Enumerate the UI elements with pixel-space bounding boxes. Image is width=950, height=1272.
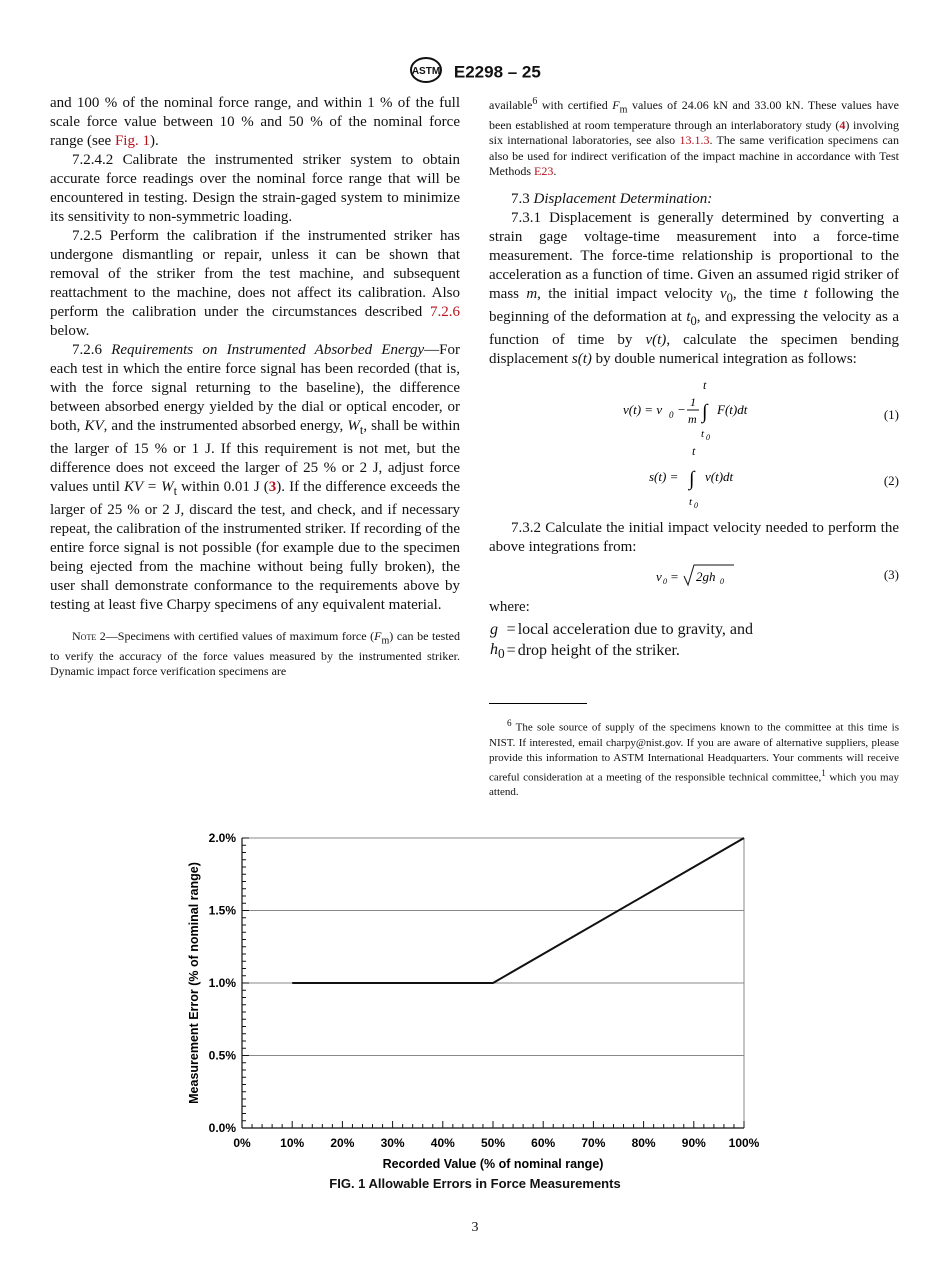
svg-text:=: =: [670, 568, 679, 584]
page-header: [0, 56, 950, 89]
y-axis-label: Measurement Error (% of nominal range): [187, 862, 201, 1104]
svg-text:s(t) =: s(t) =: [649, 468, 679, 484]
x-tick-label: 70%: [581, 1136, 606, 1150]
figure-caption: FIG. 1 Allowable Errors in Force Measurements: [329, 1176, 621, 1191]
variable-definitions: [489, 620, 754, 663]
x-tick-label: 50%: [480, 1136, 506, 1150]
svg-text:t: t: [701, 427, 705, 440]
footnote-rule: [489, 703, 587, 704]
x-tick-label: 80%: [631, 1136, 656, 1150]
designation: E2298 – 25: [453, 62, 541, 82]
x-tick-label: 90%: [681, 1136, 706, 1150]
y-tick-label: 0.5%: [208, 1048, 236, 1063]
svg-text:ASTM: ASTM: [411, 66, 441, 77]
note-2-continued: available$^6$ with certified $F_m$ values of 24.06 kN and 33.00 kN. These values have been established at room temperature through an interlaboratory study (4) involving six international laboratories, see also 13.1.3. The same verification specimens can also be used for indirect verification of the impact machine in accordance with Test Methods E23.: [489, 96, 899, 179]
reference-4-link[interactable]: 4: [839, 117, 846, 132]
svg-text:v: v: [656, 568, 662, 584]
svg-text:∫: ∫: [689, 467, 695, 490]
figure-1-chart: [170, 822, 770, 1172]
svg-text:0: 0: [694, 500, 698, 510]
x-tick-label: 20%: [330, 1136, 355, 1150]
svg-text:F(t)dt: F(t)dt: [717, 401, 748, 417]
x-tick-label: 30%: [380, 1136, 405, 1150]
svg-text:m: m: [688, 411, 697, 426]
y-tick-label: 0.0%: [208, 1121, 236, 1135]
x-axis-label: Recorded Value (% of nominal range): [382, 1157, 604, 1171]
paragraph-7-3-1: 7.3.1 Displacement is generally determined by converting a strain gage voltage-time measurement into a force-time measurement. The force-time relationship is proportional to the acceleration as a function of time. Given an assumed rigid striker of mass m, the initial impact velocity $v_0$, the time t following the beginning of the deformation at $t_0$, and expressing the velocity as a function of time by v(t), calculate the specimen bending displacement s(t) by double numerical integration as follows:: [489, 209, 899, 367]
y-tick-label: 1.0%: [208, 976, 236, 990]
section-13-1-3-link[interactable]: 13.1.3: [679, 133, 710, 148]
x-tick-label: 0%: [233, 1136, 251, 1150]
equation-2-number: (2): [883, 472, 899, 488]
svg-text:0: 0: [663, 576, 667, 586]
x-tick-label: 40%: [430, 1136, 455, 1150]
svg-text:v(t)dt: v(t)dt: [705, 468, 734, 484]
svg-text:∫: ∫: [702, 400, 708, 423]
definition-h0: $h_0$ = drop height of the striker.: [490, 640, 680, 662]
x-tick-label: 60%: [531, 1136, 556, 1150]
y-tick-label: 2.0%: [208, 831, 236, 845]
equation-3-number: (3): [883, 566, 899, 582]
e23-link[interactable]: E23: [534, 164, 554, 179]
where-label: where:: [489, 598, 530, 615]
left-column: [50, 94, 460, 680]
definition-g: g = local acceleration due to gravity, and: [490, 620, 753, 638]
footnote-6: $^6$ The sole source of supply of the specimens known to the committee at this time is NIST. If interested, email charpy@nist.gov. If you are aware of alternative suppliers, please provide this information to ASTM International Headquarters. Your comments will receive careful consideration at a meeting of the responsible technical committee,$^1$ which you may attend.: [489, 718, 900, 799]
note-2: Note 2—Specimens with certified values of maximum force $(F_m)$ can be tested to verify the accuracy of the force values measured by the instrumented striker. Dynamic impact force verification specimens are: [50, 629, 460, 679]
x-tick-label: 100%: [728, 1136, 760, 1150]
equation-3-formula: [654, 561, 854, 591]
astm-logo-icon: [409, 56, 443, 89]
x-tick-label: 10%: [280, 1136, 305, 1150]
paragraph-7-3-2: 7.3.2 Calculate the initial impact velocity needed to perform the above integrations from:: [489, 519, 899, 555]
svg-text:0: 0: [720, 576, 724, 586]
page-number: 3: [471, 1220, 479, 1235]
svg-text:0: 0: [669, 409, 674, 420]
y-tick-label: 1.5%: [208, 903, 236, 918]
svg-text:1: 1: [690, 394, 696, 409]
paragraph-7-2-4-2: 7.2.4.2 Calibrate the instrumented striker system to obtain accurate force readings over the nominal force range that will be encountered in testing. Design the strain-gaged system to minimize its sensitivity to non-symmetric loading.: [50, 152, 460, 225]
equation-3: [489, 557, 899, 593]
section-7-3-heading: 7.3 Displacement Determination:: [511, 190, 713, 207]
section-7-2-6-link[interactable]: 7.2.6: [430, 304, 460, 320]
svg-text:t: t: [689, 495, 693, 508]
chart-grid: [242, 838, 744, 1056]
reference-3-link[interactable]: 3: [268, 479, 277, 495]
svg-text:0: 0: [706, 432, 710, 442]
equation-1-number: (1): [883, 406, 899, 422]
svg-text:v(t) = v: v(t) = v: [623, 401, 663, 417]
right-column: [489, 94, 899, 800]
svg-text:−: −: [677, 401, 686, 417]
svg-text:2gh: 2gh: [696, 568, 716, 584]
equation-1-formula: [609, 377, 909, 443]
chart-ticks: [209, 831, 760, 1150]
svg-text:t: t: [692, 443, 696, 458]
svg-text:t: t: [703, 377, 707, 392]
equation-1: [489, 377, 899, 443]
paragraph-7-2-5: 7.2.5 Perform the calibration if the instrumented striker has undergone dismantling or repair, unless it can be shown that removal of the striker from the test machine, and subsequent reattachment to the machine, does not affect its calibration. Also perform the calibration under the circumstances described 7.2.6 below.: [50, 228, 460, 339]
paragraph-7-2-6: 7.2.6 Requirements on Instrumented Absorbed Energy—For each test in which the entire force signal has been recorded (that is, with the force signal returning to the baseline), the difference between absorbed energy yielded by the dial or optical encoder, or both, KV, and the instrumented absorbed energy, $W_t$, shall be within the larger of 15 % or 1 J. If this requirement is not met, but the difference does not exceed the larger of 25 % or 2 J, adjust force values until KV = $W_t$ within 0.01 J (3). If the difference exceeds the larger of 25 % or 2 J, discard the test, and check, and if necessary repeat, the calibration of the instrumented striker. If recording of the entire force signal is not possible (for example due to the specimen being ejected from the machine without being fully broken), the user shall demonstrate conformance to the requirements above by testing at least five Charpy specimens of any equivalent material.: [50, 342, 461, 613]
paragraph: and 100 % of the nominal force range, and within 1 % of the full scale force value between 10 % and 50 % of the nominal force range (see Fig. 1).: [50, 95, 460, 149]
equation-2: [489, 443, 899, 513]
fig-1-link[interactable]: Fig. 1: [114, 133, 150, 149]
